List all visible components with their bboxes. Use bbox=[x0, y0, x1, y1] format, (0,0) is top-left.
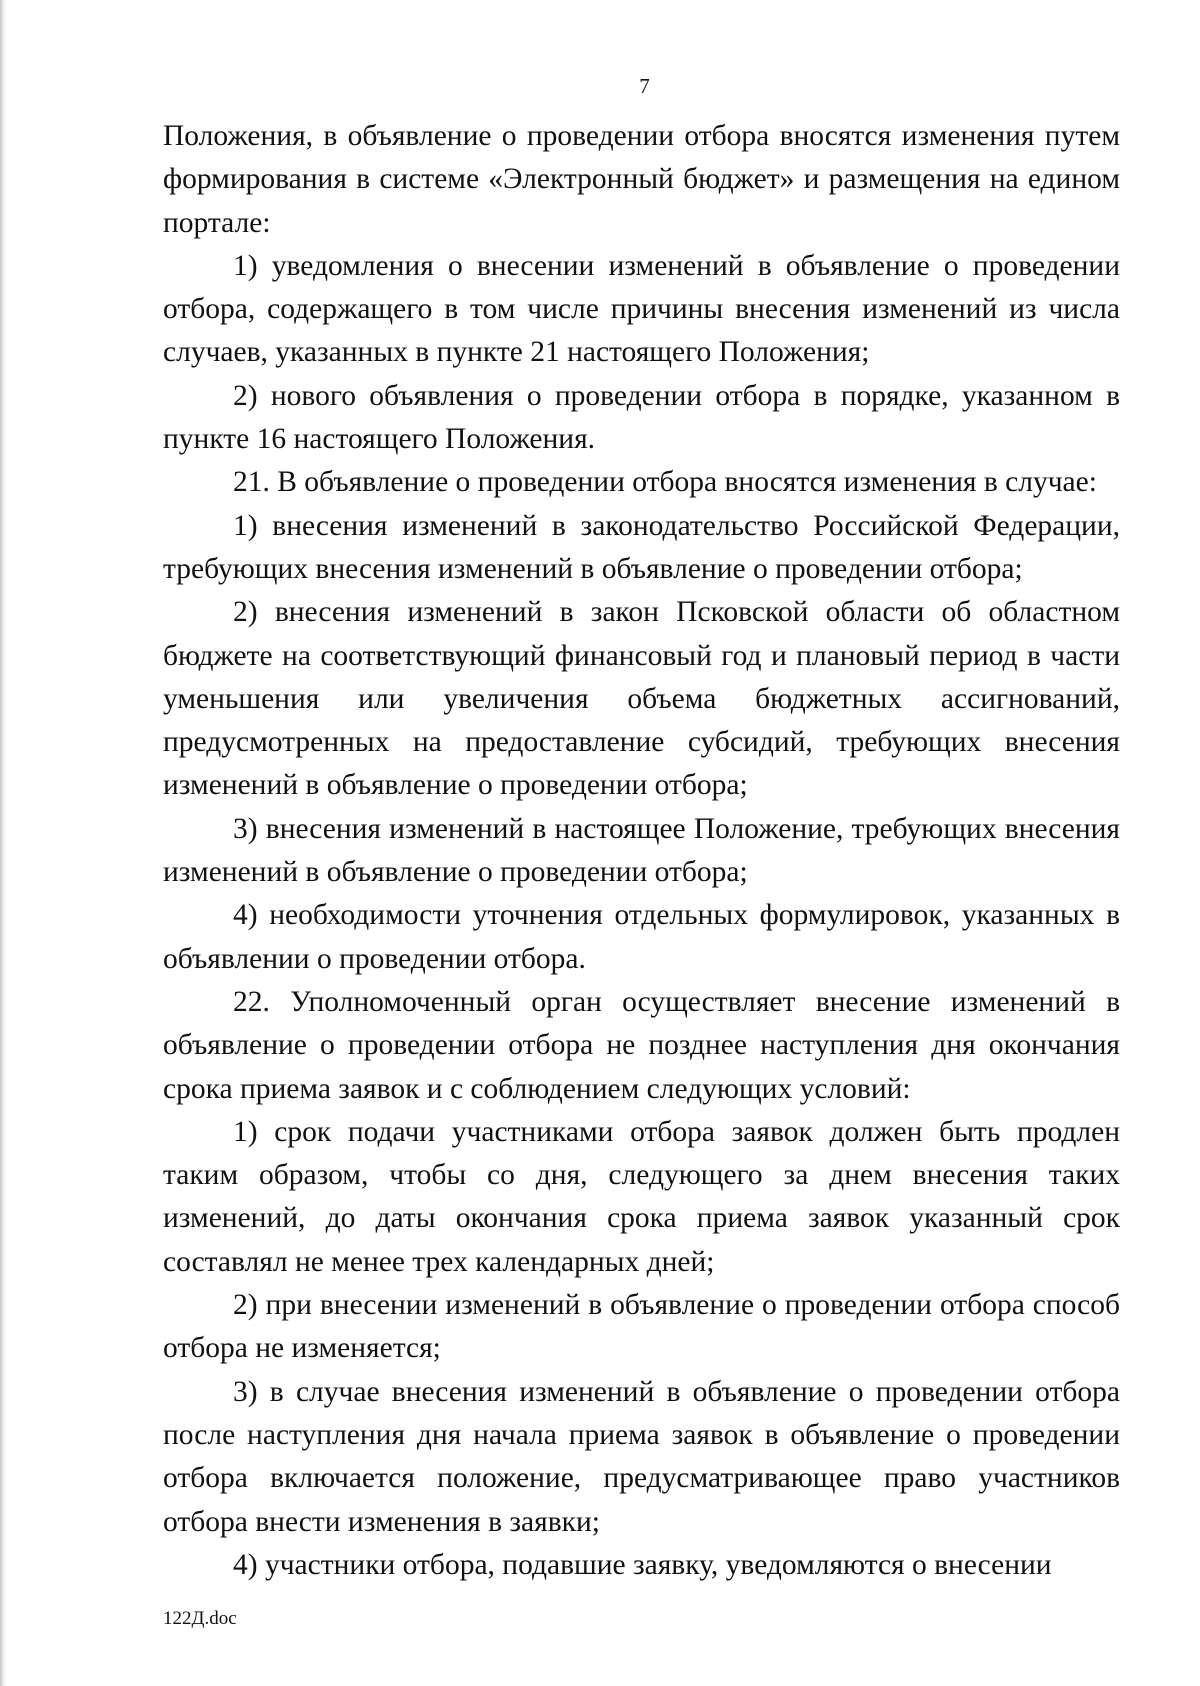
paragraph: 22. Уполномоченный орган осуществляет внесение изменений в объявление о проведении отбора не позднее наступления дня окончания срока приема заявок и с соблюдением следующих условий: bbox=[163, 985, 1120, 1105]
paragraph: 2) при внесении изменений в объявление о проведении отбора способ отбора не изменяется; bbox=[163, 1289, 1120, 1365]
paragraph: 21. В объявление о проведении отбора вносятся изменения в случае: bbox=[233, 466, 1097, 499]
footer-file-name: 122Д.doc bbox=[163, 1608, 237, 1629]
paragraph: 4) участники отбора, подавшие заявку, уведомляются о внесении bbox=[233, 1548, 1052, 1581]
paragraph: 1) внесения изменений в законодательство Российской Федерации, требующих внесения изменений в объявление о проведении отбора; bbox=[163, 509, 1120, 585]
paragraph: 2) нового объявления о проведении отбора в порядке, указанном в пункте 16 настоящего Положения. bbox=[163, 379, 1120, 456]
scan-edge-shadow bbox=[0, 0, 6, 1686]
paragraph: 2) внесения изменений в закон Псковской области об областном бюджете на соответствующий финансовый год и плановый период в части уменьшения или увеличения объема бюджетных ассигнований, предусмотренных на предоставление субсидий, требующих внесения изменений в объявление о проведении отбора; bbox=[163, 596, 1120, 802]
page-number: 7 bbox=[639, 74, 650, 98]
paragraph: 3) в случае внесения изменений в объявление о проведении отбора после наступления дня начала приема заявок в объявление о проведении отбора включается положение, предусматривающее право участников отбора внести изменения в заявки; bbox=[163, 1375, 1120, 1538]
document-body bbox=[163, 115, 1120, 1587]
paragraph: 1) срок подачи участниками отбора заявок должен быть продлен таким образом, чтобы со дня, следующего за днем внесения таких изменений, до даты окончания срока приема заявок указанный срок составлял не менее трех календарных дней; bbox=[163, 1115, 1120, 1278]
paragraph: 3) внесения изменений в настоящее Положение, требующих внесения изменений в объявление о проведении отбора; bbox=[163, 812, 1120, 889]
paragraph: 1) уведомления о внесении изменений в объявление о проведении отбора, содержащего в том числе причины внесения изменений из числа случаев, указанных в пункте 21 настоящего Положения; bbox=[163, 249, 1120, 369]
paragraph: 4) необходимости уточнения отдельных формулировок, указанных в объявлении о проведении отбора. bbox=[163, 899, 1120, 975]
paragraph: Положения, в объявление о проведении отбора вносятся изменения путем формирования в системе «Электронный бюджет» и размещения на едином портале: bbox=[163, 120, 1120, 239]
